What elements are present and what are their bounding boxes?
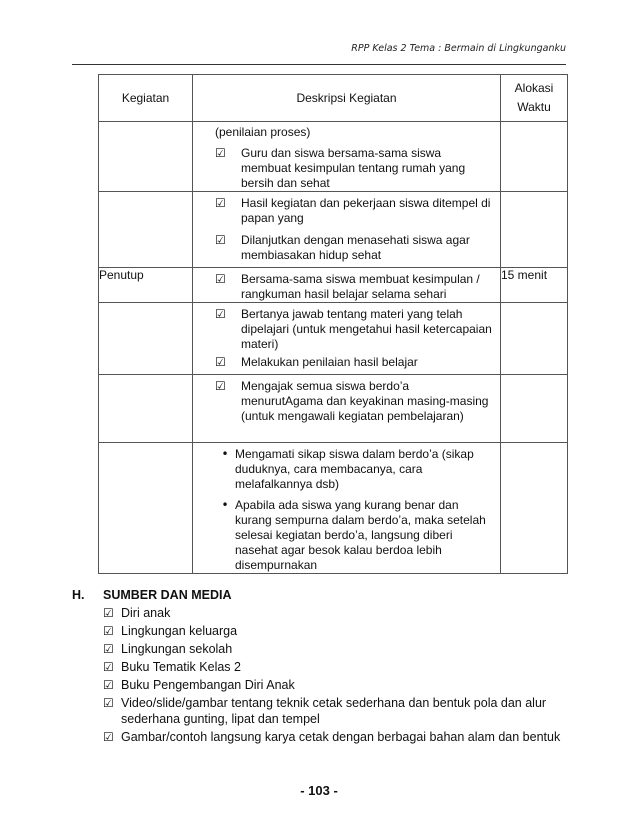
checkbox-icon: ☑ — [103, 642, 114, 656]
header-alokasi-line1: Alokasi — [514, 81, 554, 95]
deskripsi-cell — [193, 192, 501, 268]
deskripsi-cell — [193, 268, 501, 303]
item-text: Guru dan siswa bersama-sama siswa membuat kesimpulan tentang rumah yang bersih dan sehat — [241, 146, 466, 190]
deskripsi-cell — [193, 443, 501, 574]
header-alokasi-line2: Waktu — [517, 100, 551, 114]
activity-table — [98, 74, 568, 574]
alokasi-cell-empty — [501, 375, 568, 443]
item-text: Diri anak — [121, 606, 171, 620]
bullet-icon: • — [221, 447, 229, 461]
checkbox-icon: ☑ — [103, 678, 114, 692]
kegiatan-cell-empty — [99, 443, 193, 574]
penutup-label: Penutup — [99, 268, 193, 303]
list-item — [103, 659, 572, 675]
deskripsi-cell — [193, 303, 501, 375]
list-item — [193, 446, 500, 492]
item-text: Dilanjutkan dengan menasehati siswa agar membiasakan hidup sehat — [241, 233, 470, 262]
list-item — [193, 497, 500, 573]
item-text: Mengajak semua siswa berdo’a menurutAgama dan keyakinan masing-masing (untuk mengawali kegiatan pembelajaran) — [241, 379, 489, 423]
deskripsi-cell — [193, 122, 501, 192]
table-row — [99, 375, 568, 443]
list-item — [103, 695, 572, 727]
list-item — [103, 729, 572, 745]
list-item — [193, 145, 500, 191]
checkbox-icon: ☑ — [103, 660, 114, 674]
section-sumber-media — [72, 588, 572, 747]
list-item — [193, 271, 500, 302]
list-item — [103, 677, 572, 693]
header-alokasi — [501, 75, 568, 122]
checkbox-icon: ☑ — [103, 730, 114, 744]
item-text: Melakukan penilaian hasil belajar — [241, 355, 418, 369]
checkbox-icon: ☑ — [103, 696, 114, 710]
kegiatan-cell-empty — [99, 122, 193, 192]
checkbox-icon: ☑ — [215, 307, 226, 321]
table-row — [99, 122, 568, 192]
deskripsi-cell — [193, 375, 501, 443]
bullet-icon: • — [221, 498, 229, 512]
checkbox-icon: ☑ — [215, 196, 226, 210]
header-deskripsi: Deskripsi Kegiatan — [193, 75, 501, 122]
table-row — [99, 268, 568, 303]
table-row — [99, 192, 568, 268]
checkbox-icon: ☑ — [215, 146, 226, 160]
list-item — [193, 232, 500, 263]
checkbox-icon: ☑ — [103, 606, 114, 620]
item-text: Bertanya jawab tentang materi yang telah dipelajari (untuk mengetahui hasil ketercapaian materi) — [241, 307, 492, 351]
item-text: Apabila ada siswa yang kurang benar dan kurang sempurna dalam berdo’a, maka setelah selesai kegiatan berdo’a, langsung diberi nasehat agar besok kalau berdoa lebih disempurnakan — [235, 498, 486, 572]
list-item — [193, 195, 500, 226]
alokasi-cell-empty — [501, 443, 568, 574]
table-row — [99, 443, 568, 574]
item-text: Buku Pengembangan Diri Anak — [121, 678, 295, 692]
running-header: RPP Kelas 2 Tema : Bermain di Lingkunganku — [351, 43, 566, 54]
kegiatan-cell-empty — [99, 375, 193, 443]
note-penilaian: (penilaian proses) — [215, 125, 311, 139]
item-text: Lingkungan keluarga — [121, 624, 238, 638]
header-divider — [72, 64, 566, 65]
table-header-row — [99, 75, 568, 122]
source-list — [103, 605, 572, 745]
section-title: SUMBER DAN MEDIA — [103, 588, 232, 602]
item-text: Buku Tematik Kelas 2 — [121, 660, 241, 674]
penutup-duration: 15 menit — [501, 268, 568, 303]
item-text: Hasil kegiatan dan pekerjaan siswa ditempel di papan yang — [241, 196, 491, 225]
checkbox-icon: ☑ — [215, 379, 226, 393]
section-letter: H. — [72, 588, 85, 602]
checkbox-icon: ☑ — [103, 624, 114, 638]
header-kegiatan: Kegiatan — [99, 75, 193, 122]
list-item — [103, 623, 572, 639]
item-text: Mengamati sikap siswa dalam berdo’a (sikap duduknya, cara membacanya, cara melafalkannya dsb) — [235, 447, 474, 491]
section-heading — [72, 588, 572, 602]
kegiatan-cell-empty — [99, 192, 193, 268]
list-item — [103, 641, 572, 657]
list-item — [103, 605, 572, 621]
list-item — [193, 306, 500, 352]
checkbox-icon: ☑ — [215, 233, 226, 247]
alokasi-cell-empty — [501, 122, 568, 192]
page-number: - 103 - — [300, 783, 338, 798]
list-item — [193, 378, 500, 424]
checkbox-icon: ☑ — [215, 272, 226, 286]
checkbox-icon: ☑ — [215, 355, 226, 369]
table-row — [99, 303, 568, 375]
item-text: Bersama-sama siswa membuat kesimpulan / rangkuman hasil belajar selama sehari — [241, 272, 480, 301]
kegiatan-cell-empty — [99, 303, 193, 375]
alokasi-cell-empty — [501, 303, 568, 375]
list-item — [193, 354, 500, 370]
item-text: Lingkungan sekolah — [121, 642, 233, 656]
item-text: Gambar/contoh langsung karya cetak dengan berbagai bahan alam dan bentuk — [121, 730, 561, 744]
item-text: Video/slide/gambar tentang teknik cetak sederhana dan bentuk pola dan alur sederhana gunting, lipat dan tempel — [121, 696, 547, 726]
alokasi-cell-empty — [501, 192, 568, 268]
